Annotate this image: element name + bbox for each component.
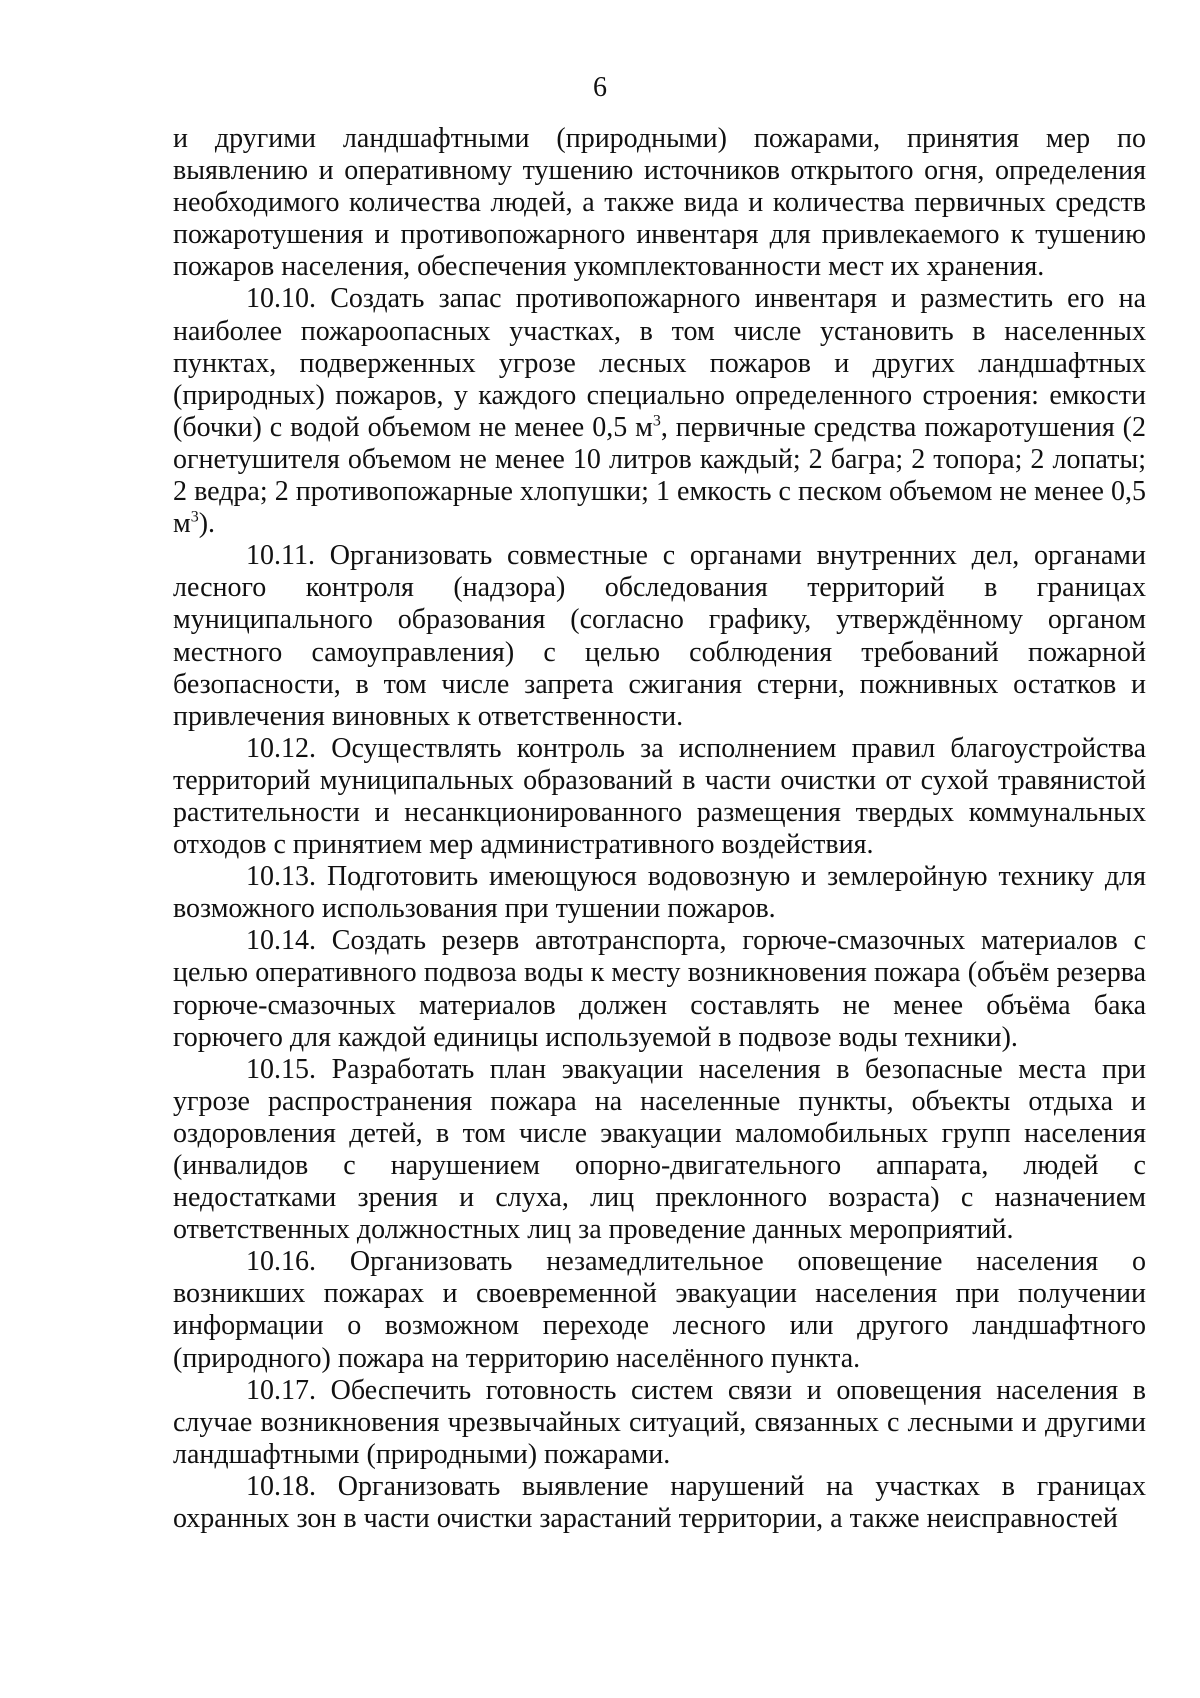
paragraph-text: Организовать выявление нарушений на участках в границах охранных зон в части очистки зарастаний территории, а также неисправностей bbox=[173, 1470, 1147, 1535]
paragraph-text: Организовать совместные с органами внутренних дел, органами лесного контроля (надзора) обследования территорий в границах муниципального образования (согласно графику, утверждённому органом местного самоуправления) с целью соблюдения требований пожарной безопасности, в том числе запрета сжигания стерни, пожнивных остатков и привлечения виновных к ответственности. bbox=[173, 540, 1147, 732]
paragraph-text: Обеспечить готовность систем связи и оповещения населения в случае возникновения чрезвычайных ситуаций, связанных с лесными и другими ландшафтными (природными) пожарами. bbox=[173, 1374, 1147, 1470]
paragraph-number: 10.13. bbox=[246, 861, 316, 893]
paragraph-text-part: Создать запас противопожарного инвентаря и разместить его на наиболее пожароопасных участках, в том числе установить в населенных пунктах, подверженных угрозе лесных пожаров и других ландшафтных (природных) пожаров, у каждого специально определенного строения: емкости (бочки) с водой объемом не менее 0,5 м bbox=[173, 283, 1146, 443]
paragraph-10-14 bbox=[173, 925, 1146, 1053]
paragraph-10-12 bbox=[173, 733, 1146, 861]
paragraph-text: Создать резерв автотранспорта, горюче-смазочных материалов с целью оперативного подвоза воды к месту возникновения пожара (объём резерва горюче-смазочных материалов должен составлять не менее объёма бака горючего для каждой единицы используемой в подвозе воды техники). bbox=[173, 925, 1147, 1053]
paragraph-text: Разработать план эвакуации населения в безопасные места при угрозе распространения пожара на населенные пункты, объекты отдыха и оздоровления детей, в том числе эвакуации маломобильных групп населения (инвалидов с нарушением опорно-двигательного аппарата, людей с недостатками зрения и слуха, лиц преклонного возраста) с назначением ответственных должностных лиц за проведение данных мероприятий. bbox=[173, 1053, 1147, 1246]
paragraph-number: 10.11. bbox=[246, 540, 315, 572]
paragraph-10-13 bbox=[173, 861, 1146, 925]
paragraph-number: 10.10. bbox=[246, 283, 316, 315]
paragraph-10-15 bbox=[173, 1054, 1146, 1247]
paragraph-10-16 bbox=[173, 1246, 1146, 1374]
superscript-cubed: 3 bbox=[190, 508, 199, 526]
paragraph-number: 10.17. bbox=[246, 1374, 316, 1406]
paragraph-text: Осуществлять контроль за исполнением правил благоустройства территорий муниципальных образований в части очистки от сухой травянистой растительности и несанкционированного размещения твердых коммунальных отходов с принятием мер административного воздействия. bbox=[173, 732, 1147, 861]
paragraph-text-part: ). bbox=[198, 508, 216, 540]
superscript-cubed: 3 bbox=[652, 412, 661, 430]
paragraph-text-part: , первичные средства пожаротушения (2 огнетушителя объемом не менее 10 литров каждый; 2 багра; 2 топора; 2 лопаты; 2 ведра; 2 противопожарные хлопушки; 1 емкость с песком объемом не менее 0,5 м bbox=[173, 411, 1146, 540]
paragraph-10-17 bbox=[173, 1375, 1146, 1471]
paragraph-10-11 bbox=[173, 540, 1146, 733]
paragraph-number: 10.14. bbox=[246, 925, 316, 957]
paragraph-text: Подготовить имеющуюся водовозную и землеройную технику для возможного использования при тушении пожаров. bbox=[173, 861, 1147, 925]
paragraph-text: и другими ландшафтными (природными) пожарами, принятия мер по выявлению и оперативному тушению источников открытого огня, определения необходимого количества людей, а также вида и количества первичных средств пожаротушения и противопожарного инвентаря для привлекаемого к тушению пожаров населения, обеспечения укомплектованности мест их хранения. bbox=[173, 123, 1146, 283]
paragraph-number: 10.12. bbox=[246, 732, 316, 764]
paragraph-number: 10.18. bbox=[246, 1470, 316, 1502]
paragraph-10-10 bbox=[173, 283, 1146, 540]
paragraph-number: 10.15. bbox=[246, 1053, 316, 1085]
paragraph-continuation bbox=[173, 123, 1146, 283]
paragraph-text: Организовать незамедлительное оповещение населения о возникших пожарах и своевременной эвакуации населения при получении информации о возможном переходе лесного или другого ландшафтного (природного) пожара на территорию населённого пункта. bbox=[173, 1246, 1147, 1374]
paragraph-10-18 bbox=[173, 1471, 1146, 1535]
document-body bbox=[173, 123, 1146, 1535]
page-number: 6 bbox=[593, 72, 607, 103]
paragraph-number: 10.16. bbox=[246, 1246, 316, 1278]
